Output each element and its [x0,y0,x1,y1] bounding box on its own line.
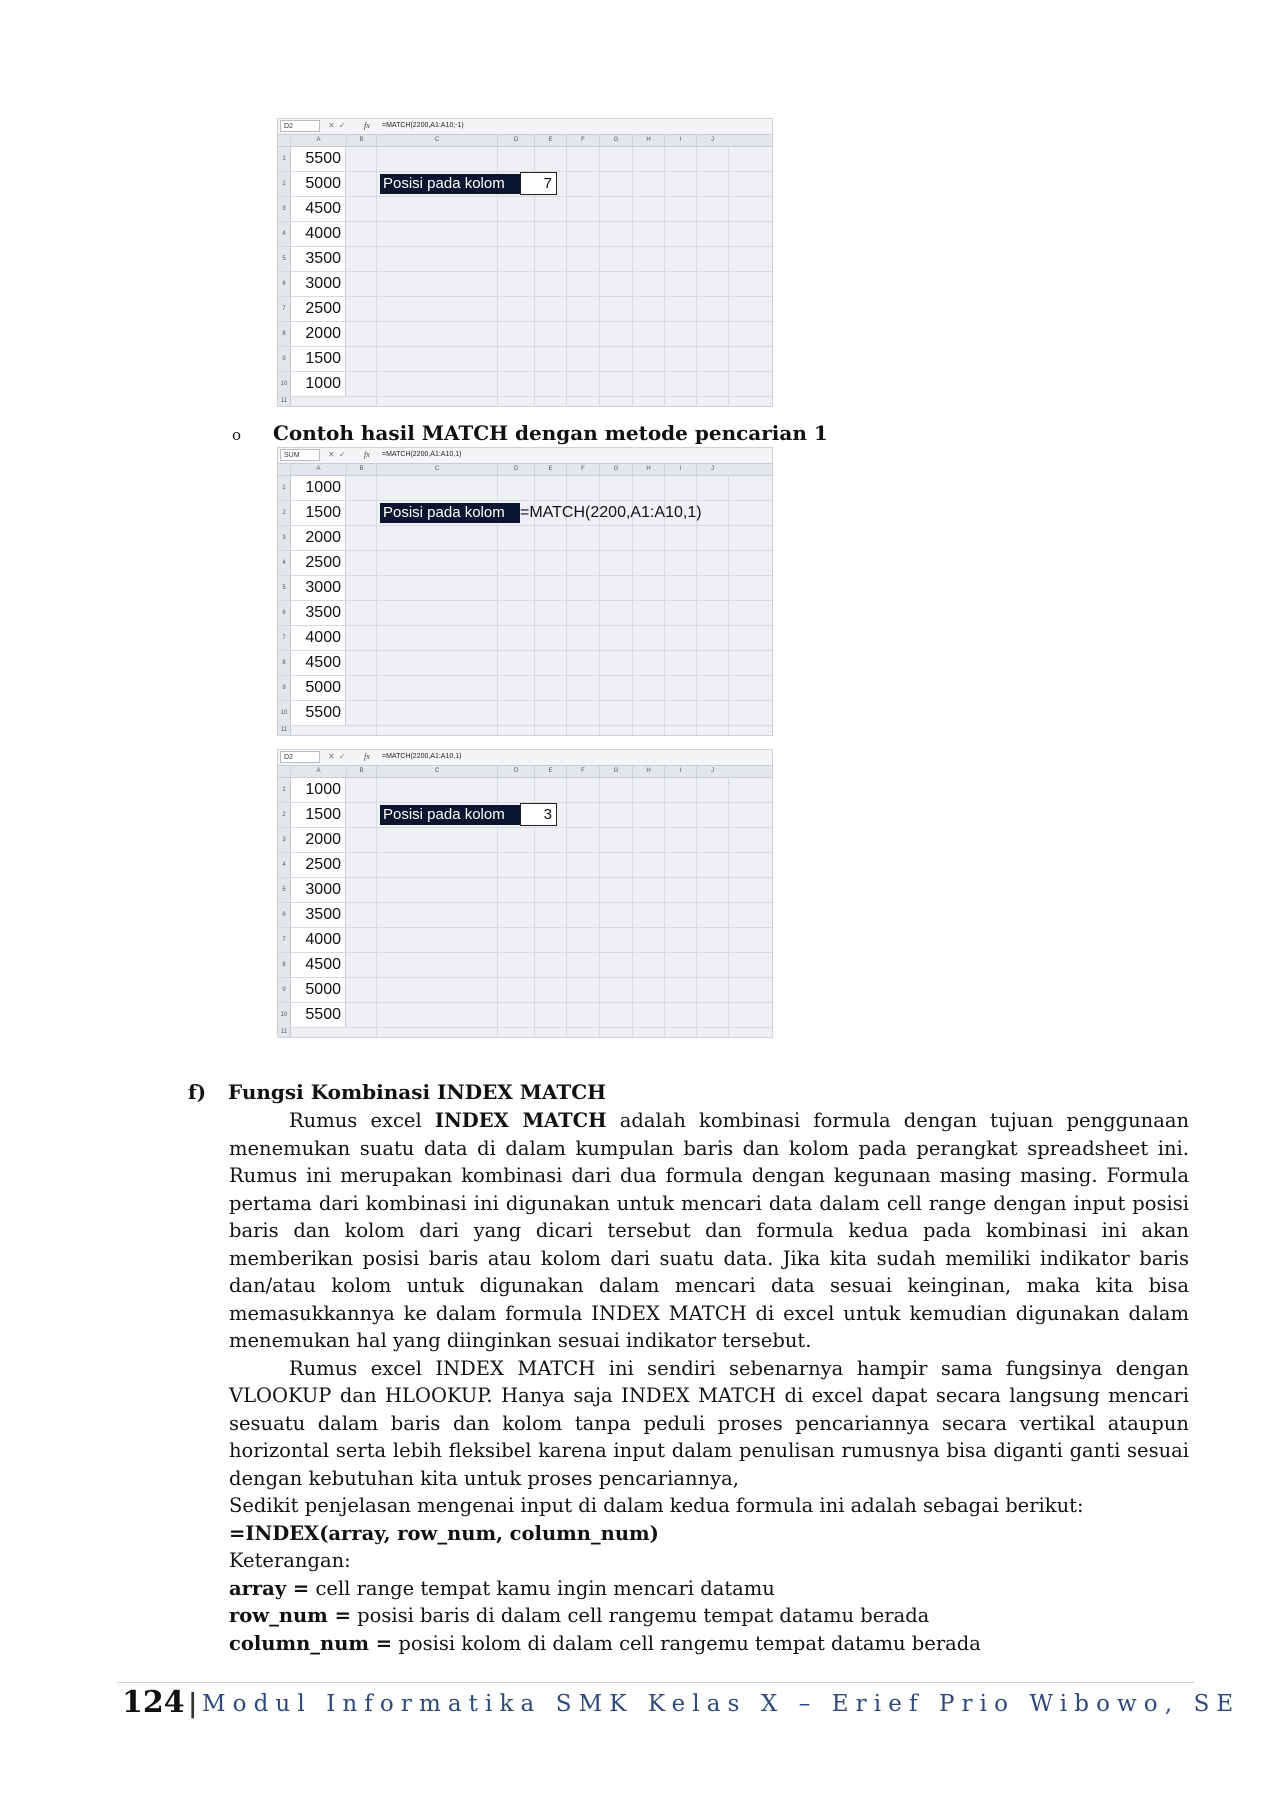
table-row [278,778,772,803]
column-header-i: I [664,135,696,146]
definition-term: column_num = [229,1631,393,1655]
cell-value[interactable]: 1000 [291,778,346,802]
definition-term: row_num = [229,1604,351,1627]
column-header-f: F [566,766,599,777]
column-header-j: J [696,135,728,146]
column-header-g: G [599,464,632,475]
definition-desc: cell range tempat kamu ingin mencari datamu [309,1576,775,1600]
footer-separator: | [188,1689,198,1719]
row-number: 11 [278,1028,291,1037]
cell-value[interactable]: 2500 [291,551,346,575]
table-row [278,928,772,953]
cell-value[interactable]: 1500 [291,501,346,525]
table-row [278,601,772,626]
fx-icon: fx [364,121,370,130]
table-row [278,803,772,828]
footer-divider [117,1682,1194,1683]
row-number: 9 [278,978,291,1002]
row-number: 10 [278,1003,291,1027]
column-header-d: D [497,766,534,777]
column-header-e: E [534,135,566,146]
row-number: 4 [278,853,291,877]
row-number: 1 [278,147,291,171]
definition-column-num [229,1630,1189,1658]
definition-desc: posisi kolom di dalam cell rangemu tempat datamu berada [392,1631,981,1655]
column-header-b: B [346,766,376,777]
row-number: 7 [278,626,291,650]
cell-value[interactable]: 4500 [291,953,346,977]
row-number: 4 [278,551,291,575]
cell-value[interactable]: 2500 [291,297,346,321]
cell-value[interactable]: 4500 [291,651,346,675]
formula-text: =MATCH(2200,A1:A10,1) [382,753,462,760]
column-header-c: C [376,135,497,146]
keterangan-label: Keterangan: [229,1549,351,1572]
table-row [278,222,772,247]
definition-term: array = [229,1576,310,1600]
row-number: 6 [278,272,291,296]
cell-value[interactable]: 5500 [291,1003,346,1027]
table-row [278,676,772,701]
fx-icon: fx [364,752,370,761]
table-row [278,878,772,903]
table-row [278,903,772,928]
caption: Contoh hasil MATCH dengan metode pencarian 1 [273,421,828,445]
cell-value[interactable]: 2000 [291,828,346,852]
row-number: 1 [278,476,291,500]
column-header-h: H [632,464,664,475]
definition-row-num [229,1602,1189,1630]
label-cell[interactable]: Posisi pada kolom [380,503,520,523]
label-cell[interactable]: Posisi pada kolom [380,805,520,825]
row-number: 6 [278,903,291,927]
row-number: 11 [278,397,291,406]
bullet-icon: o [232,426,242,444]
paragraph-1-rest: adalah kombinasi formula dengan tujuan penggunaan menemukan suatu data di dalam kumpulan baris dan kolom pada perangkat spreadsheet ini. Rumus ini merupakan kombinasi dari dua formula dengan kegunaan masing masing. Formula pertama dari kombinasi ini digunakan untuk mencari data dalam cell range dengan input posisi baris dan kolom dari yang dicari tersebut dan formula kedua pada kombinasi ini akan memberikan posisi baris atau kolom dari suatu data. Jika kita sudah memiliki indikator baris dan/atau kolom untuk digunakan dalam mencari data sesuai keinginan, maka kita bisa memasukkannya ke dalam formula INDEX MATCH di excel untuk kemudian digunakan dalam menemukan hal yang diinginkan sesuai indikator tersebut. [229,1109,1189,1352]
cell-grid [278,476,772,735]
table-row [278,1028,772,1037]
column-headers [278,135,772,147]
row-number: 3 [278,526,291,550]
fx-icon: fx [364,450,370,459]
table-row [278,272,772,297]
table-row [278,828,772,853]
column-header-e: E [534,766,566,777]
table-row [278,726,772,735]
column-header-b: B [346,135,376,146]
cell-value[interactable]: 1000 [291,476,346,500]
row-number: 2 [278,172,291,196]
column-header-c: C [376,766,497,777]
table-row [278,551,772,576]
cell-value[interactable]: 3000 [291,272,346,296]
column-header-h: H [632,135,664,146]
paragraph-1-bold: INDEX MATCH [434,1109,607,1132]
definition-desc: posisi baris di dalam cell rangemu tempat datamu berada [350,1604,930,1627]
paragraph-1 [229,1107,1189,1355]
row-number: 8 [278,322,291,346]
row-number: 5 [278,878,291,902]
column-header-b: B [346,464,376,475]
cell-value[interactable]: 2000 [291,526,346,550]
section-letter: f) [188,1080,207,1104]
row-number: 10 [278,701,291,725]
column-headers [278,766,772,778]
section-heading [188,1080,606,1104]
column-header-a: A [290,766,346,777]
cell-value[interactable]: 4000 [291,222,346,246]
table-row [278,576,772,601]
table-row [278,953,772,978]
paragraph-2: Rumus excel INDEX MATCH ini sendiri sebenarnya hampir sama fungsinya dengan VLOOKUP dan HLOOKUP. Hanya saja INDEX MATCH di excel dapat secara langsung mencari sesuatu dalam baris dan kolom tanpa peduli proses pencariannya secara vertikal ataupun horizontal serta lebih fleksibel karena input dalam penulisan rumusnya bisa diganti ganti sesuai dengan kebutuhan kita untuk proses pencariannya, [229,1356,1189,1490]
table-row [278,853,772,878]
column-header-j: J [696,766,728,777]
column-header-d: D [497,464,534,475]
table-row [278,626,772,651]
column-header-d: D [497,135,534,146]
formula-text: =MATCH(2200,A1:A10,1) [382,451,462,458]
row-number: 1 [278,778,291,802]
row-number: 10 [278,372,291,396]
cell-grid [278,147,772,406]
cell-value[interactable]: 4500 [291,197,346,221]
cell-value[interactable]: 3000 [291,576,346,600]
cell-value[interactable]: 2500 [291,853,346,877]
editing-formula-cell[interactable]: =MATCH(2200,A1:A10,1) [520,504,702,521]
formula-text: =MATCH(2200,A1:A10;-1) [382,122,464,129]
paragraph-1-lead: Rumus excel [289,1109,435,1132]
row-number: 4 [278,222,291,246]
row-number: 11 [278,726,291,735]
column-header-a: A [290,135,346,146]
cancel-confirm-icon: ✕✓ [328,450,350,459]
column-header-i: I [664,766,696,777]
table-row [278,147,772,172]
table-row [278,197,772,222]
name-box: D2 [280,751,320,763]
result-cell[interactable]: 3 [520,803,557,826]
cell-value[interactable]: 2000 [291,322,346,346]
table-row [278,397,772,406]
cell-grid [278,778,772,1037]
cell-value[interactable]: 5000 [291,676,346,700]
label-cell[interactable]: Posisi pada kolom [380,174,520,194]
cell-value[interactable]: 3500 [291,247,346,271]
cell-value[interactable]: 5000 [291,978,346,1002]
footer-title: Modul Informatika SMK Kelas X – Erief Prio Wibowo, SE [202,1691,1241,1717]
column-header-g: G [599,135,632,146]
row-number: 7 [278,928,291,952]
intro-line: Sedikit penjelasan mengenai input di dalam kedua formula ini adalah sebagai berikut: [229,1494,1084,1517]
cell-value[interactable]: 5500 [291,147,346,171]
row-number: 8 [278,953,291,977]
table-row [278,978,772,1003]
table-row [278,347,772,372]
result-cell[interactable]: 7 [520,172,557,195]
column-header-f: F [566,464,599,475]
formula-bar [278,119,772,135]
row-number: 5 [278,576,291,600]
cell-value[interactable]: 4000 [291,626,346,650]
column-headers [278,464,772,476]
column-header-e: E [534,464,566,475]
syntax: =INDEX(array, row_num, column_num) [229,1521,659,1545]
definition-array [229,1575,1189,1603]
column-header-c: C [376,464,497,475]
row-number: 7 [278,297,291,321]
table-row [278,247,772,272]
page-number: 124 [122,1685,185,1720]
row-number: 3 [278,828,291,852]
column-header-i: I [664,464,696,475]
table-row [278,476,772,501]
row-number: 8 [278,651,291,675]
name-box: SUM [280,449,320,461]
table-row [278,501,772,526]
table-row [278,322,772,347]
formula-bar [278,750,772,766]
cancel-confirm-icon: ✕✓ [328,752,350,761]
column-header-f: F [566,135,599,146]
table-row [278,651,772,676]
table-row [278,526,772,551]
syntax-line [229,1520,1189,1548]
section-title: Fungsi Kombinasi INDEX MATCH [228,1080,607,1104]
row-number: 3 [278,197,291,221]
cell-value[interactable]: 3000 [291,878,346,902]
column-header-g: G [599,766,632,777]
column-header-j: J [696,464,728,475]
cell-value[interactable]: 3500 [291,903,346,927]
cancel-confirm-icon: ✕✓ [328,121,350,130]
row-number: 6 [278,601,291,625]
table-row [278,1003,772,1028]
table-row [278,297,772,322]
excel-screenshot-2 [277,447,773,736]
cell-value[interactable]: 1000 [291,372,346,396]
row-number: 2 [278,803,291,827]
section-body [229,1107,1189,1657]
row-number: 5 [278,247,291,271]
cell-value[interactable]: 1500 [291,803,346,827]
table-row [278,701,772,726]
cell-value[interactable]: 3500 [291,601,346,625]
row-number: 2 [278,501,291,525]
cell-value[interactable]: 1500 [291,347,346,371]
cell-value[interactable]: 5000 [291,172,346,196]
row-number: 9 [278,347,291,371]
excel-screenshot-1 [277,118,773,407]
table-row [278,372,772,397]
formula-bar [278,448,772,464]
cell-value[interactable]: 5500 [291,701,346,725]
excel-screenshot-3 [277,749,773,1038]
table-row [278,172,772,197]
row-number: 9 [278,676,291,700]
cell-value[interactable]: 4000 [291,928,346,952]
name-box: D2 [280,120,320,132]
column-header-a: A [290,464,346,475]
column-header-h: H [632,766,664,777]
